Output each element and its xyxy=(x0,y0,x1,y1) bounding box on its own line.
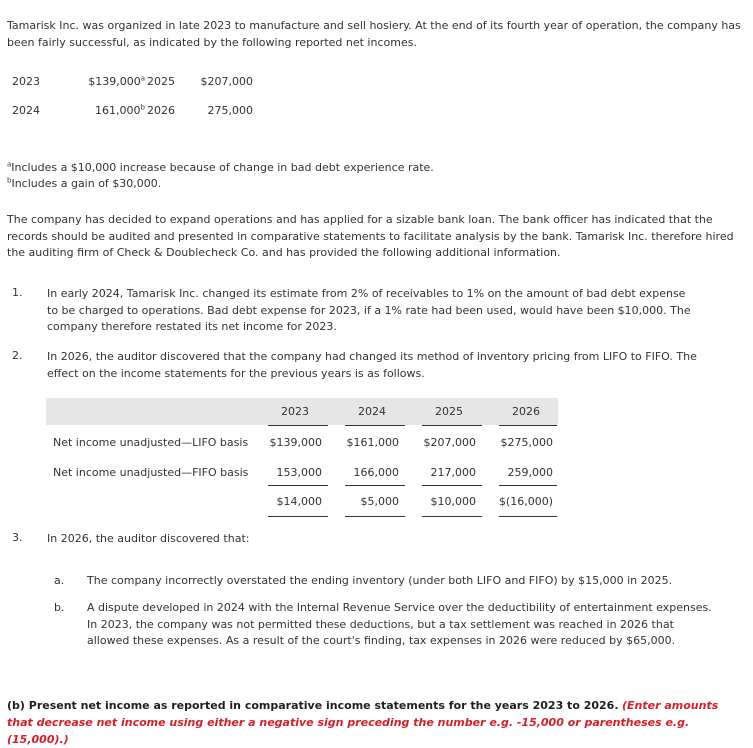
income-amount: 161,000$^b$ xyxy=(95,103,145,117)
table-row-label: Net income unadjusted—LIFO basis xyxy=(53,436,249,449)
table-cell: 153,000 xyxy=(276,466,322,479)
income-amount: $207,000 xyxy=(200,75,253,88)
table-cell: $139,000 xyxy=(269,436,322,449)
item-number: 1. xyxy=(12,286,23,299)
double-line xyxy=(345,516,405,517)
table-header: 2026 xyxy=(512,405,540,418)
table-cell: $207,000 xyxy=(423,436,476,449)
table-cell: 217,000 xyxy=(430,466,476,479)
item-text: In 2026, the auditor discovered that: xyxy=(47,532,250,545)
table-cell: $275,000 xyxy=(500,436,553,449)
table-header: 2024 xyxy=(358,405,386,418)
table-cell: $5,000 xyxy=(360,495,399,508)
table-header: 2023 xyxy=(281,405,309,418)
item-text: In 2026, the auditor discovered that the company had changed its method of inventory pricing from LIFO to FIFO. The effect on the income statements for the previous years is as follows. xyxy=(47,350,697,380)
subitem-letter: b. xyxy=(54,601,65,614)
total-line xyxy=(345,485,405,486)
table-cell: 259,000 xyxy=(507,466,553,479)
table-cell: $(16,000) xyxy=(498,495,553,508)
footnote-mark: b xyxy=(140,103,145,112)
loan-paragraph: The company has decided to expand operations and has applied for a sizable bank loan. The bank officer has indicated that the records should be audited and presented in comparative statements to facilitate analysis by the bank. Tamarisk Inc. therefore hired the auditing firm of Check & Doublecheck Co. and has provided the following additional information. xyxy=(7,213,734,259)
item-number: 3. xyxy=(12,531,23,544)
double-line xyxy=(499,516,557,517)
header-underline xyxy=(345,425,405,426)
total-line xyxy=(268,485,328,486)
subitem-text: The company incorrectly overstated the ending inventory (under both LIFO and FIFO) by $15,000 in 2025. xyxy=(87,574,673,587)
income-year: 2025 xyxy=(147,75,175,88)
table-header: 2025 xyxy=(435,405,463,418)
footnote-b: $^b$Includes a gain of $30,000. xyxy=(7,176,162,190)
income-year: 2023 xyxy=(12,75,40,88)
double-line xyxy=(268,516,328,517)
table-cell: 166,000 xyxy=(353,466,399,479)
header-underline xyxy=(268,425,328,426)
question-prompt xyxy=(7,697,737,748)
total-line xyxy=(422,485,482,486)
income-year: 2024 xyxy=(12,104,40,117)
double-line xyxy=(422,516,482,517)
footnote-mark: a xyxy=(140,74,145,83)
item-number: 2. xyxy=(12,349,23,362)
item-text: In early 2024, Tamarisk Inc. changed its estimate from 2% of receivables to 1% on the amount of bad debt expense to be charged to operations. Bad debt expense for 2023, if a 1% rate had been used, would have been $10,000. The company therefore restated its net income for 2023. xyxy=(47,287,691,333)
header-underline xyxy=(499,425,557,426)
table-cell: $14,000 xyxy=(276,495,322,508)
income-amount: $139,000$^a$ xyxy=(88,74,145,88)
question-bold: (b) Present net income as reported in comparative income statements for the years 2023 to 2026. xyxy=(7,699,619,712)
question-instruction: (Enter amounts that decrease net income using either a negative sign preceding the number e.g. -15,000 or parentheses e.g. (15,000).) xyxy=(7,699,719,746)
table-cell: $10,000 xyxy=(430,495,476,508)
subitem-text: A dispute developed in 2024 with the Internal Revenue Service over the deductibility of entertainment expenses. In 2023, the company was not permitted these deductions, but a tax settlement was reached in 2026 that allowed these expenses. As a result of the court's finding, tax expenses in 2026 were reduced by $65,000. xyxy=(87,601,712,647)
subitem-letter: a. xyxy=(54,574,65,587)
table-cell: $161,000 xyxy=(346,436,399,449)
footnote-a: $^a$Includes a $10,000 increase because of change in bad debt experience rate. xyxy=(7,160,434,174)
intro-paragraph: Tamarisk Inc. was organized in late 2023 to manufacture and sell hosiery. At the end of its fourth year of operation, the company has been fairly successful, as indicated by the following reported net incomes. xyxy=(7,19,741,49)
total-line xyxy=(499,485,557,486)
table-row-label: Net income unadjusted—FIFO basis xyxy=(53,466,249,479)
income-amount: 275,000 xyxy=(207,104,253,117)
income-year: 2026 xyxy=(147,104,175,117)
header-underline xyxy=(422,425,482,426)
